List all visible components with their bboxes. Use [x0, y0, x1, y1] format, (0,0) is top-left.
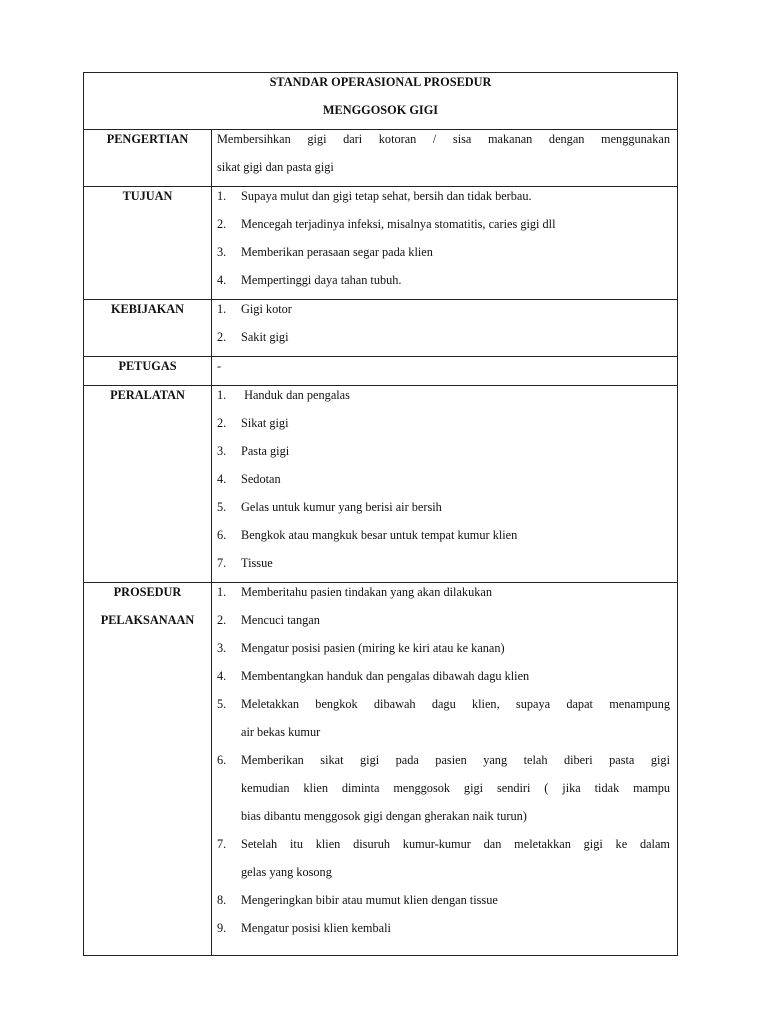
- row-kebijakan: [84, 300, 678, 357]
- label-cell-tujuan: [84, 187, 212, 300]
- list-text: Sakit gigi: [241, 330, 289, 344]
- list-number: 1.: [217, 189, 227, 203]
- list-number: 8.: [217, 893, 227, 907]
- list-number: 7.: [217, 556, 227, 570]
- list-number: 2.: [217, 416, 227, 430]
- label-petugas: PETUGAS: [118, 359, 177, 373]
- sop-table: [83, 72, 678, 956]
- list-number: 6.: [217, 528, 227, 542]
- list-text: Mencuci tangan: [241, 613, 320, 627]
- list-item: [217, 470, 670, 498]
- list-item: [217, 639, 670, 667]
- content-cell-petugas: [212, 357, 678, 386]
- list-text: Mengeringkan bibir atau mumut klien dengan tissue: [241, 893, 498, 907]
- list-number: 1.: [217, 388, 227, 402]
- list-number: 2.: [217, 330, 227, 344]
- list-number: 4.: [217, 472, 227, 486]
- list-text: Gelas untuk kumur yang berisi air bersih: [241, 500, 442, 514]
- label-tujuan: TUJUAN: [122, 189, 173, 203]
- list-item: [217, 328, 670, 356]
- list-item: [217, 498, 670, 526]
- document-title: STANDAR OPERASIONAL PROSEDUR: [269, 75, 492, 89]
- list-number: 1.: [217, 302, 227, 316]
- label-kebijakan: KEBIJAKAN: [110, 302, 185, 316]
- list-item-continuation: air bekas kumur: [241, 725, 321, 739]
- list-number: 1.: [217, 585, 227, 599]
- list-text: Mempertinggi daya tahan tubuh.: [241, 273, 402, 287]
- content-cell-tujuan: [212, 187, 678, 300]
- list-text: Memberikan perasaan segar pada klien: [241, 245, 433, 259]
- label-cell-kebijakan: [84, 300, 212, 357]
- list-item: [217, 835, 670, 863]
- list-item: [217, 215, 670, 243]
- list-text: Meletakkan bengkok dibawah dagu klien, supaya dapat menampung: [241, 697, 670, 711]
- list-item: [217, 667, 670, 695]
- header-row: [84, 73, 678, 130]
- list-number: 2.: [217, 613, 227, 627]
- list-number: 3.: [217, 245, 227, 259]
- label-prosedur: PROSEDUR: [113, 585, 182, 599]
- label-pengertian: PENGERTIAN: [106, 132, 189, 146]
- list-number: 5.: [217, 697, 227, 711]
- list-text: Mengatur posisi klien kembali: [241, 921, 391, 935]
- list-item: [217, 554, 670, 582]
- list-item: [217, 442, 670, 470]
- document-subtitle: MENGGOSOK GIGI: [322, 103, 439, 117]
- content-cell-pengertian: [212, 130, 678, 187]
- list-number: 4.: [217, 273, 227, 287]
- list-number: 7.: [217, 837, 227, 851]
- list-number: 4.: [217, 669, 227, 683]
- row-pengertian: [84, 130, 678, 187]
- list-text: Pasta gigi: [241, 444, 290, 458]
- pengertian-text-line1: Membersihkan gigi dari kotoran / sisa makanan dengan menggunakan: [217, 132, 670, 146]
- list-text: Memberitahu pasien tindakan yang akan dilakukan: [241, 585, 492, 599]
- header-cell: [84, 73, 678, 130]
- content-cell-prosedur: [212, 583, 678, 956]
- label-cell-peralatan: [84, 386, 212, 583]
- list-text: Sikat gigi: [241, 416, 289, 430]
- list-text: Membentangkan handuk dan pengalas dibawah dagu klien: [241, 669, 530, 683]
- list-item: [217, 386, 670, 414]
- petugas-value: -: [217, 359, 222, 373]
- list-text: Handuk dan pengalas: [241, 388, 350, 402]
- list-item: [217, 243, 670, 271]
- list-item: [217, 187, 670, 215]
- list-item-continuation: bias dibantu menggosok gigi dengan gherakan naik turun): [241, 809, 527, 823]
- list-item: [217, 271, 670, 299]
- list-number: 6.: [217, 753, 227, 767]
- list-text: Supaya mulut dan gigi tetap sehat, bersih dan tidak berbau.: [241, 189, 532, 203]
- list-text: Mengatur posisi pasien (miring ke kiri atau ke kanan): [241, 641, 505, 655]
- list-text: Setelah itu klien disuruh kumur-kumur dan meletakkan gigi ke dalam: [241, 837, 670, 851]
- label-peralatan: PERALATAN: [110, 388, 185, 402]
- content-cell-kebijakan: [212, 300, 678, 357]
- label-cell-pengertian: [84, 130, 212, 187]
- list-number: 5.: [217, 500, 227, 514]
- list-item: [217, 891, 670, 919]
- label-cell-petugas: [84, 357, 212, 386]
- list-number: 2.: [217, 217, 227, 231]
- list-text: Bengkok atau mangkuk besar untuk tempat kumur klien: [241, 528, 518, 542]
- pengertian-text-line2: sikat gigi dan pasta gigi: [217, 160, 334, 174]
- row-peralatan: [84, 386, 678, 583]
- list-item: [217, 695, 670, 723]
- list-item: [217, 611, 670, 639]
- row-tujuan: [84, 187, 678, 300]
- row-petugas: [84, 357, 678, 386]
- list-text: Tissue: [241, 556, 273, 570]
- list-number: 9.: [217, 921, 227, 935]
- list-text: Memberikan sikat gigi pada pasien yang telah diberi pasta gigi: [241, 753, 670, 767]
- label-pelaksanaan: PELAKSANAAN: [100, 613, 195, 627]
- list-item: [217, 300, 670, 328]
- label-cell-prosedur: [84, 583, 212, 956]
- list-item-continuation: gelas yang kosong: [241, 865, 332, 879]
- list-item: [217, 919, 670, 947]
- list-item: [217, 583, 670, 611]
- content-cell-peralatan: [212, 386, 678, 583]
- list-number: 3.: [217, 444, 227, 458]
- list-text: Sedotan: [241, 472, 281, 486]
- list-text: Gigi kotor: [241, 302, 292, 316]
- row-prosedur: [84, 583, 678, 956]
- list-item: [217, 414, 670, 442]
- list-text: Mencegah terjadinya infeksi, misalnya stomatitis, caries gigi dll: [241, 217, 556, 231]
- list-number: 3.: [217, 641, 227, 655]
- list-item: [217, 526, 670, 554]
- list-item-continuation: kemudian klien diminta menggosok gigi sendiri ( jika tidak mampu: [241, 781, 670, 795]
- list-item: [217, 751, 670, 779]
